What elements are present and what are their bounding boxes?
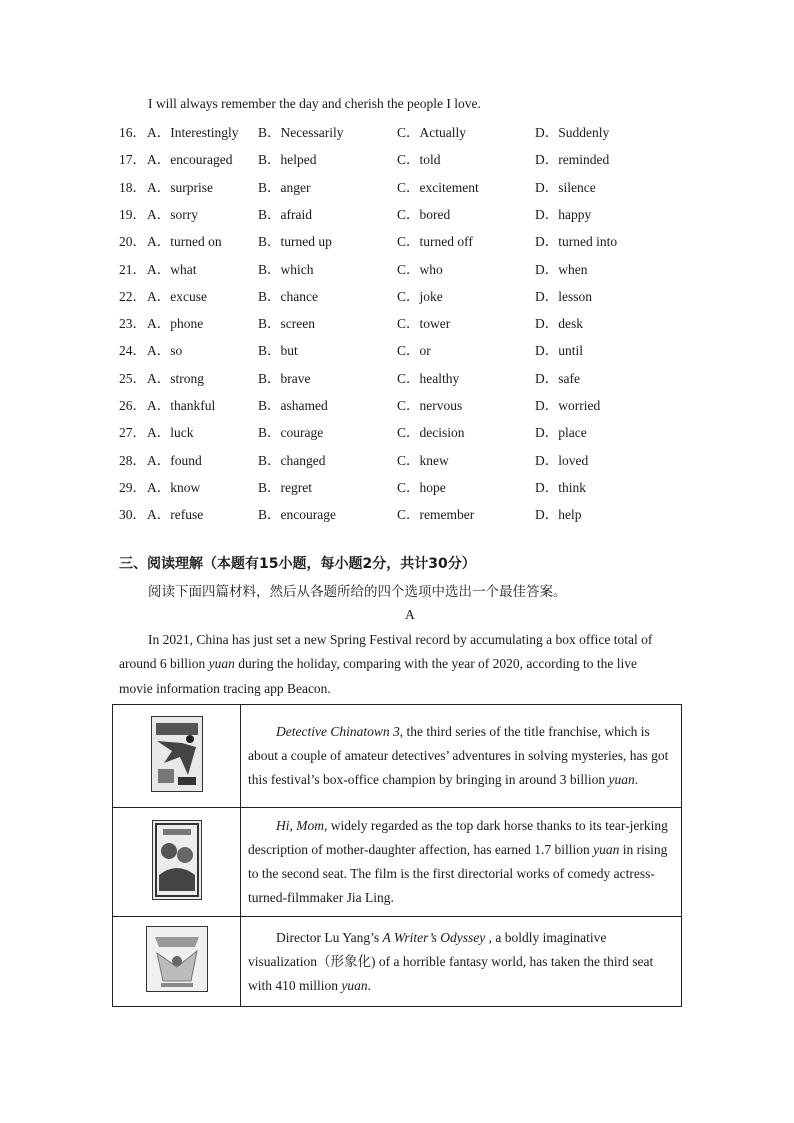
option-a: A．encouraged	[147, 152, 233, 168]
option-b: B．but	[258, 343, 298, 359]
option-b: B．screen	[258, 316, 315, 332]
option-d: D．lesson	[535, 288, 592, 304]
option-b: B．turned up	[258, 234, 332, 250]
paragraph-line-2-unit: yuan	[208, 656, 235, 671]
option-a: A．so	[147, 343, 183, 359]
film-unit: yuan	[608, 772, 635, 787]
option-a: A．sorry	[147, 206, 198, 222]
option-a: A．what	[147, 261, 197, 277]
poster-cell	[113, 705, 241, 808]
option-b: B．courage	[258, 425, 324, 441]
film-description	[241, 917, 682, 1007]
paragraph-line-2-post: during the holiday, comparing with the year of 2020, according to the live	[234, 656, 638, 671]
option-c: C．joke	[397, 288, 443, 304]
poster-image-icon	[146, 926, 208, 992]
option-b: B．chance	[258, 288, 318, 304]
option-c: C．nervous	[397, 398, 463, 413]
option-c: C．bored	[397, 206, 451, 222]
option-a: A．Interestingly	[147, 125, 239, 140]
question-number: 18．	[119, 179, 146, 195]
option-c: C．healthy	[397, 370, 460, 386]
question-number: 27．	[119, 425, 146, 441]
question-number: 16．	[119, 125, 146, 140]
option-c: C．tower	[397, 316, 451, 332]
question-number: 28．	[119, 452, 146, 468]
option-a: A．know	[147, 479, 201, 495]
question-number: 30．	[119, 507, 146, 523]
option-d: D．until	[535, 343, 584, 359]
poster-image-icon	[151, 716, 203, 792]
film-row	[113, 808, 682, 917]
option-c: C．decision	[397, 425, 465, 441]
paragraph-line-3: movie information tracing app Beacon.	[119, 681, 331, 696]
option-c: C．knew	[397, 452, 449, 468]
question-number: 17．	[119, 152, 146, 168]
option-b: B．which	[258, 261, 314, 277]
poster-image-icon	[152, 820, 202, 900]
question-number: 19．	[119, 206, 146, 222]
option-d: D．think	[535, 479, 587, 495]
film-row	[113, 705, 682, 808]
film-text: , a boldly imaginative visualization（形象化) of a horrible fantasy world, has taken the third seat with 410 million	[248, 929, 654, 993]
question-number: 26．	[119, 398, 146, 413]
option-a: A．phone	[147, 316, 204, 332]
poster-cell	[113, 808, 241, 917]
option-d: D．reminded	[535, 152, 610, 168]
film-table	[112, 704, 682, 1007]
option-b: B．Necessarily	[258, 125, 344, 140]
option-b: B．encourage	[258, 507, 336, 523]
option-c: C．turned off	[397, 234, 473, 250]
question-number: 29．	[119, 479, 146, 495]
option-c: C．excitement	[397, 179, 479, 195]
paragraph-line-2-pre: around 6 billion	[119, 656, 209, 671]
option-a: A．turned on	[147, 234, 222, 250]
option-b: B．afraid	[258, 206, 312, 222]
option-c: C．Actually	[397, 125, 466, 140]
option-b: B．anger	[258, 179, 311, 195]
option-d: D．Suddenly	[535, 125, 610, 140]
option-a: A．found	[147, 452, 202, 468]
passage-label: A	[405, 607, 415, 622]
film-title: Hi, Mom	[276, 818, 324, 833]
option-b: B．brave	[258, 370, 311, 386]
section-instruction: 阅读下面四篇材料，然后从各题所给的四个选项中选出一个最佳答案。	[148, 584, 567, 600]
option-d: D．safe	[535, 370, 580, 386]
option-d: D．happy	[535, 206, 592, 222]
option-c: C．or	[397, 343, 431, 359]
option-b: B．helped	[258, 152, 317, 168]
option-d: D．loved	[535, 452, 589, 468]
question-number: 20．	[119, 234, 146, 250]
film-pre: Director Lu Yang’s	[276, 929, 383, 945]
option-c: C．who	[397, 261, 443, 277]
option-d: D．silence	[535, 179, 596, 195]
section-heading: 三、阅读理解（本题有15小题，每小题2分，共计30分）	[119, 556, 476, 572]
option-d: D．when	[535, 261, 588, 277]
film-description	[241, 705, 682, 808]
paragraph-line-1: In 2021, China has just set a new Spring Festival record by accumulating a box office total of	[148, 632, 653, 647]
film-end: .	[634, 772, 639, 787]
question-number: 25．	[119, 370, 146, 386]
film-description	[241, 808, 682, 917]
option-a: A．refuse	[147, 507, 204, 523]
paragraph-line-2	[119, 656, 637, 672]
option-a: A．excuse	[147, 288, 207, 304]
option-d: D．place	[535, 425, 587, 441]
option-c: C．hope	[397, 479, 446, 495]
film-unit: yuan	[341, 977, 368, 993]
film-unit: yuan	[593, 842, 620, 857]
question-number: 21．	[119, 261, 146, 277]
option-a: A．surprise	[147, 179, 213, 195]
question-number: 24．	[119, 343, 146, 359]
film-text: , the third series of the title franchise, which is about a couple of amateur detectives’ adventures in solving mysteries, has got this festival’s box-office champion by bringing in around 3 billion	[248, 724, 669, 787]
option-d: D．desk	[535, 316, 583, 332]
option-d: D．turned into	[535, 234, 618, 250]
option-d: D．worried	[535, 398, 601, 413]
film-title: Detective Chinatown 3	[276, 724, 400, 739]
question-number: 22．	[119, 288, 146, 304]
option-a: A．thankful	[147, 398, 216, 413]
option-c: C．told	[397, 152, 441, 168]
film-title: A Writer’s Odyssey	[382, 929, 486, 945]
film-text: , widely regarded as the top dark horse thanks to its tear-jerking description of mother-daughter affection, has earned 1.7 billion	[248, 818, 668, 857]
poster-cell	[113, 917, 241, 1007]
film-end: .	[367, 977, 372, 993]
film-end: in rising to the second seat. The film is the first directorial works of comedy actress-turned-filmmaker Jia Ling.	[248, 842, 668, 905]
option-b: B．changed	[258, 452, 326, 468]
question-number: 23．	[119, 316, 146, 332]
option-d: D．help	[535, 507, 582, 523]
passage-closing-line: I will always remember the day and cherish the people I love.	[148, 96, 481, 111]
option-c: C．remember	[397, 507, 475, 523]
option-b: B．ashamed	[258, 398, 328, 413]
option-b: B．regret	[258, 479, 312, 495]
option-a: A．strong	[147, 370, 204, 386]
film-row	[113, 917, 682, 1007]
option-a: A．luck	[147, 425, 194, 441]
